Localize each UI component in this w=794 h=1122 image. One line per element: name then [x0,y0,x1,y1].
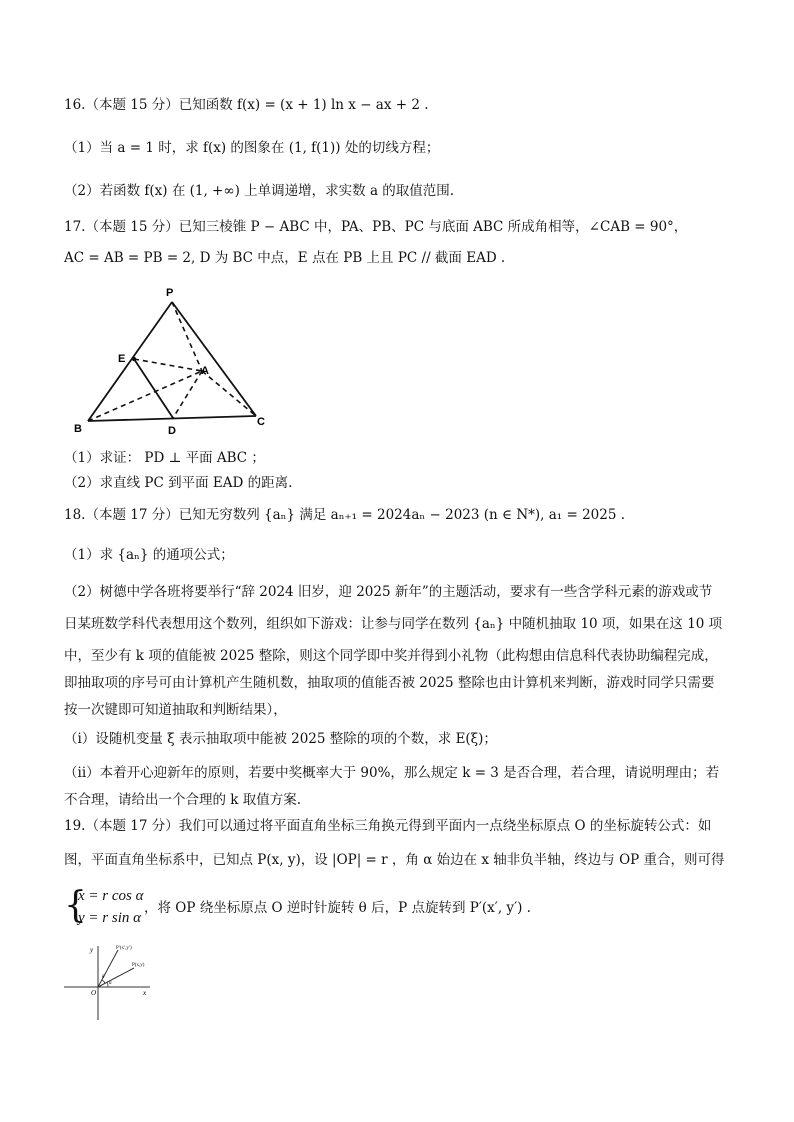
label-D: D [168,425,176,437]
q18-part-ii-line2: 不合理，请给出一个合理的 k 取值方案. [64,792,302,808]
q18-part2-line3: 中，至少有 k 项的值能被 2025 整除，则这个同学即中奖并得到小礼物（此构想由信息科代表协助编程完成， [64,648,718,664]
angle-alpha-arc [107,982,108,987]
q18-part2-line5: 按一次键即可知道抽取和判断结果）， [64,702,287,718]
edge-ED [134,359,173,418]
q17-part2: （2）求直线 PC 到平面 EAD 的距离. [64,475,293,491]
q16-part2: （2）若函数 f(x) 在 (1, +∞) 上单调递增，求实数 a 的取值范围. [64,183,455,199]
q18-part2-line4: 即抽取项的序号可由计算机产生随机数，抽取项的值能否被 2025 整除也由计算机来判断，游戏时同学只需要 [64,675,715,691]
q18-part1: （1）求 {aₙ} 的通项公式； [64,547,234,563]
label-P: P(x,y) [132,963,145,968]
q19-system-brace: { [64,885,87,926]
edge-AC [202,371,256,416]
label-A: A [201,365,209,377]
q18-stem: 18.（本题 17 分）已知无穷数列 {aₙ} 满足 aₙ₊₁ = 2024aₙ − 2023 (n ∈ N*), a₁ = 2025 . [64,507,626,523]
label-x: x [143,989,147,997]
q17-stem-line2: AC = AB = PB = 2, D 为 BC 中点，E 点在 PB 上且 PC // 截面 EAD . [64,250,506,266]
q18-part-i: （i）设随机变量 ξ 表示抽取项中能被 2025 整除的项的个数，求 E(ξ)； [64,731,497,747]
label-B: B [74,423,82,435]
q19-stem-line3: ，将 OP 绕坐标原点 O 逆时针旋转 θ 后，P 点旋转到 P′(x′, y′) . [144,900,531,916]
q19-system-eq1: x = r cos α [78,888,144,904]
q19-stem-line1: 19.（本题 17 分）我们可以通过将平面直角坐标三角换元得到平面内一点绕坐标原点 O 的坐标旋转公式：如 [64,818,712,834]
q16-stem: 16.（本题 15 分）已知函数 f(x) = (x + 1) ln x − ax + 2 . [64,97,429,113]
label-theta: θ [102,975,105,980]
q18-part-ii-line1: （ii）本着开心迎新年的原则，若要中奖概率大于 90%，那么规定 k = 3 是否合理，若合理，请说明理由；若 [64,765,720,781]
q17-stem-line1: 17.（本题 15 分）已知三棱锥 P − ABC 中，PA、PB、PC 与底面 ABC 所成角相等，∠CAB = 90°， [64,219,688,235]
q16-part1: （1）当 a = 1 时，求 f(x) 的图象在 (1, f(1)) 处的切线方程； [64,140,440,156]
label-alpha: α [109,981,112,986]
label-C: C [257,416,265,428]
angle-theta-arc [102,980,105,983]
q18-part2-line1: （2）树德中学各班将要举行“辞 2024 旧岁，迎 2025 新年”的主题活动，要求有一些含学科元素的游戏或节 [64,584,713,600]
edge-PC [172,302,256,416]
q19-system-eq2: y = r sin α [78,910,141,926]
q19-rotation-figure [62,940,172,1022]
q18-part2-line2: 日某班数学科代表想用这个数列，组织如下游戏：让参与同学在数列 {aₙ} 中随机抽取 10 项，如果在这 10 项 [64,616,723,632]
label-O: O [91,989,97,997]
q17-tetrahedron-figure [70,282,280,442]
q19-stem-line2: 图，平面直角坐标系中，已知点 P(x, y)，设 |OP| = r ，角 α 始边在 x 轴非负半轴，终边与 OP 重合，则可得 [64,852,725,868]
label-P: P [166,287,174,299]
label-E: E [118,353,126,365]
label-y: y [90,946,94,954]
point-E [132,357,136,361]
q17-part1: （1）求证： PD ⊥ 平面 ABC ； [64,450,265,466]
edge-EA [134,359,202,371]
label-P-prime: P′(x′,y′) [116,946,132,951]
